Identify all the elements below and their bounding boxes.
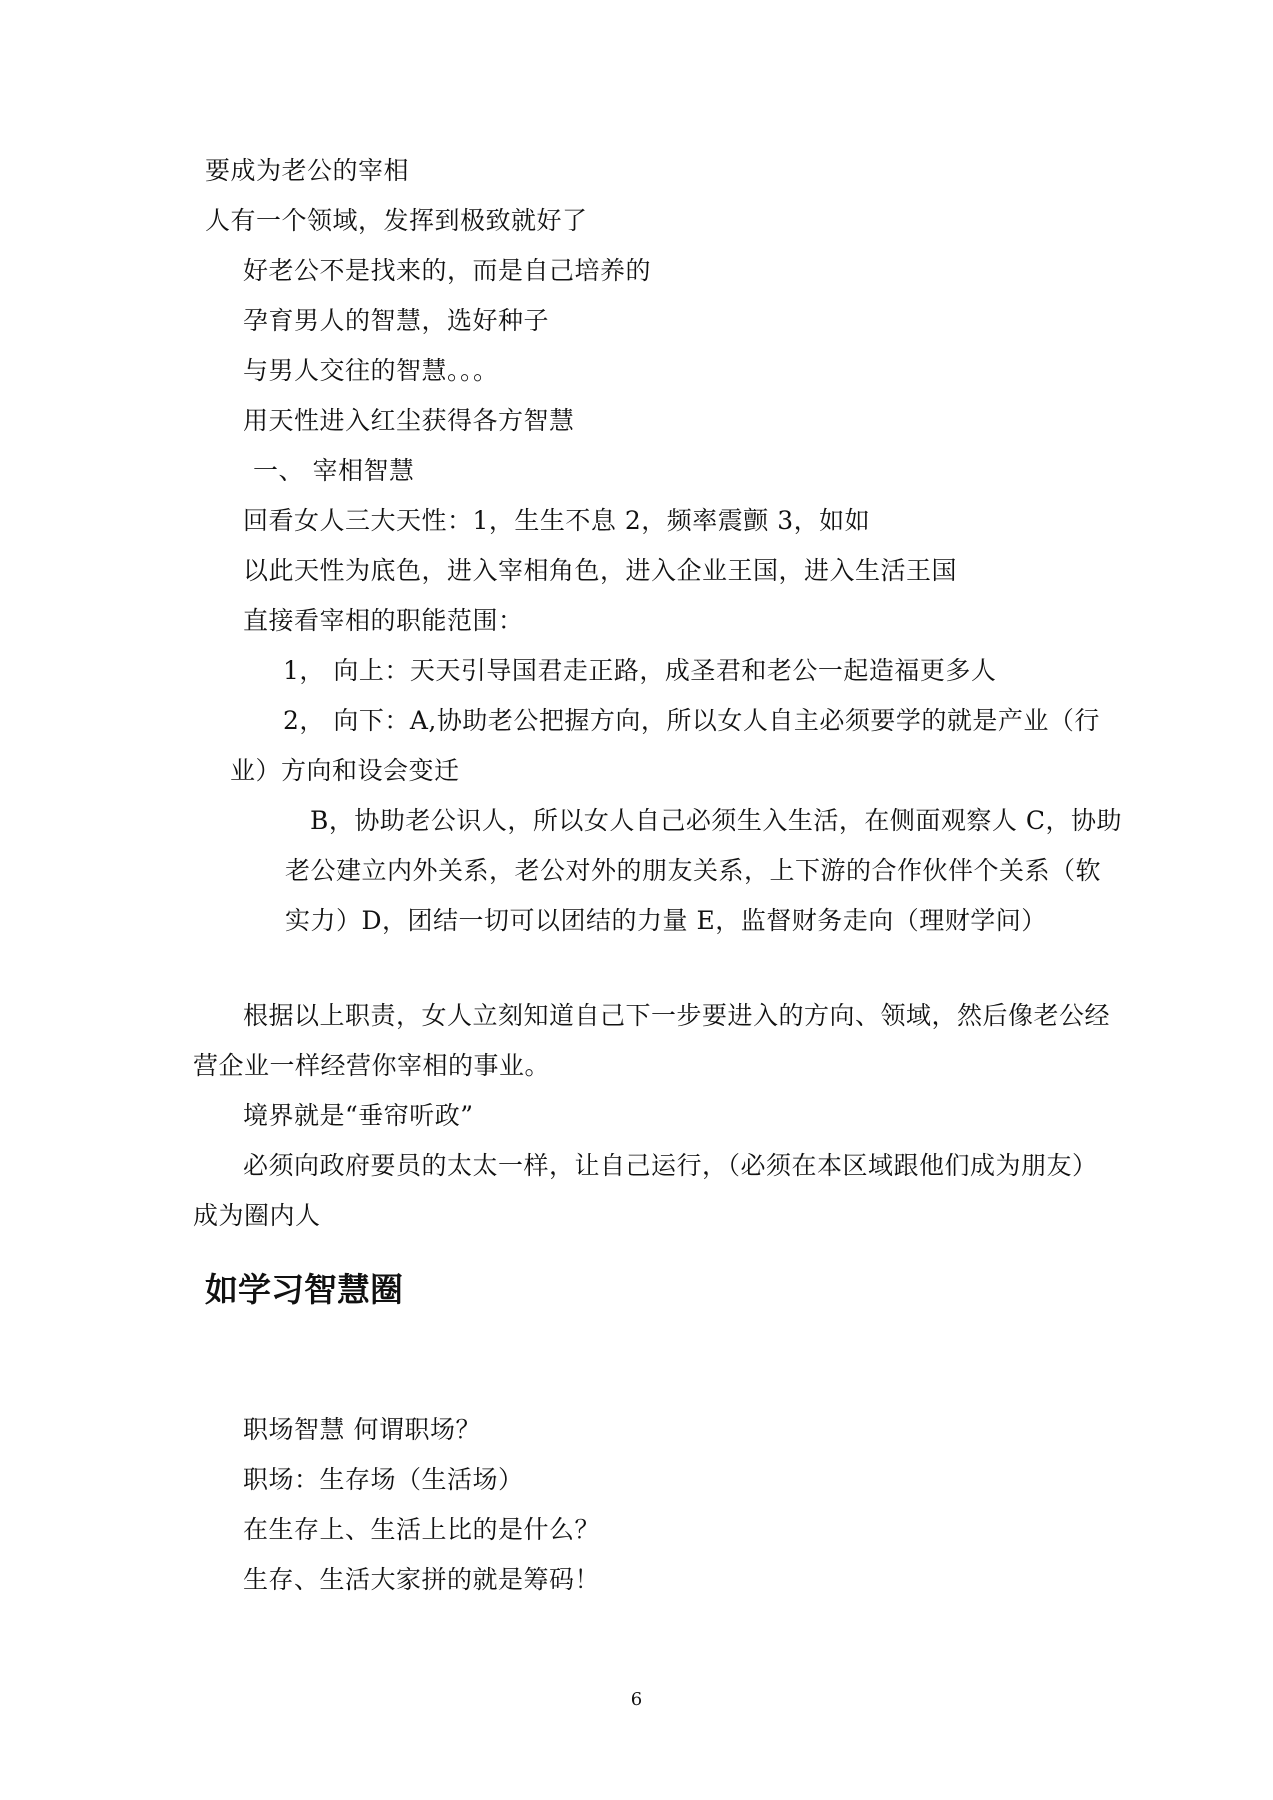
text-line: 业）方向和设会变迁 [230, 756, 460, 785]
text-line: 直接看宰相的职能范围： [243, 606, 524, 635]
text-line: 与男人交往的智慧。。。 [243, 356, 499, 385]
text-line: 必须向政府要员的太太一样，让自己运行，（必须在本区域跟他们成为朋友） [243, 1151, 1098, 1180]
text-line: 成为圈内人 [193, 1201, 321, 1230]
text-line: 职场：生存场（生活场） [243, 1465, 524, 1494]
text-line: 根据以上职责，女人立刻知道自己下一步要进入的方向、领域，然后像老公经 [243, 1001, 1111, 1030]
text-line: 生存、生活大家拼的就是筹码！ [243, 1565, 601, 1594]
text-line: 好老公不是找来的，而是自己培养的 [243, 256, 652, 285]
text-line: 以此天性为底色，进入宰相角色，进入企业王国，进入生活王国 [243, 556, 958, 585]
text-line: 在生存上、生活上比的是什么？ [243, 1515, 601, 1544]
text-line: 营企业一样经营你宰相的事业。 [193, 1051, 551, 1080]
list-item: 1， 向上：天天引导国君走正路，成圣君和老公一起造福更多人 [283, 656, 997, 685]
text-line: 孕育男人的智慧，选好种子 [243, 306, 550, 335]
text-line: 境界就是“垂帘听政” [243, 1101, 474, 1130]
text-line: 用天性进入红尘获得各方智慧 [243, 406, 575, 435]
list-item: 2， 向下：A,协助老公把握方向，所以女人自主必须要学的就是产业（行 [283, 706, 1100, 735]
page-number: 6 [630, 1689, 643, 1710]
text-line: B，协助老公识人，所以女人自己必须生入生活，在侧面观察人 C，协助 [310, 806, 1122, 835]
text-line: 职场智慧 何谓职场？ [243, 1415, 481, 1444]
text-line: 实力）D，团结一切可以团结的力量 E，监督财务走向（理财学问） [285, 906, 1047, 935]
page-heading: 如学习智慧圈 [205, 1270, 403, 1309]
section-heading: 一、 宰相智慧 [253, 456, 415, 485]
text-line: 回看女人三大天性：1，生生不息 2，频率震颤 3，如如 [243, 506, 871, 535]
text-line: 要成为老公的宰相 [205, 156, 410, 185]
text-line: 老公建立内外关系，老公对外的朋友关系，上下游的合作伙伴个关系（软 [285, 856, 1102, 885]
text-line: 人有一个领域，发挥到极致就好了 [205, 206, 588, 235]
